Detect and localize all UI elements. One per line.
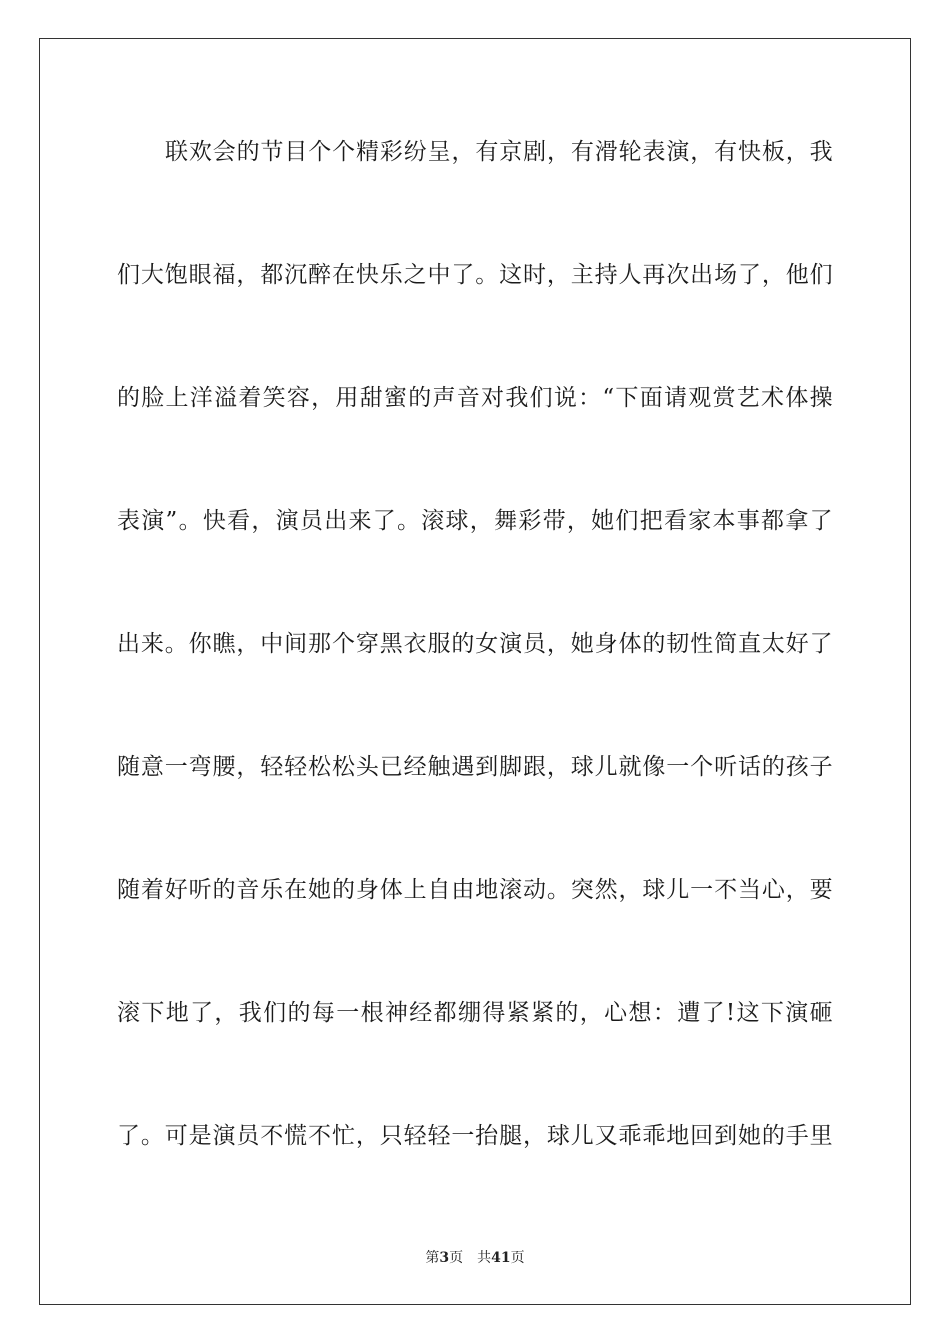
footer-page-prefix: 第: [425, 1250, 440, 1266]
text-line-3: 的脸上洋溢着笑容，用甜蜜的声音对我们说：“下面请观赏艺术体操: [117, 385, 833, 411]
footer-total-suffix: 页: [510, 1250, 525, 1266]
page-border: [39, 38, 911, 1305]
footer-page-number: 3: [439, 1250, 450, 1266]
text-line-7: 随着好听的音乐在她的身体上自由地滚动。突然，球儿一不当心，要: [117, 877, 833, 903]
text-line-4: 表演”。快看，演员出来了。滚球，舞彩带，她们把看家本事都拿了: [117, 508, 833, 534]
text-line-5: 出来。你瞧，中间那个穿黑衣服的女演员，她身体的韧性简直太好了: [117, 631, 833, 657]
text-line-6: 随意一弯腰，轻轻松松头已经触遇到脚跟，球儿就像一个听话的孩子: [117, 754, 833, 780]
footer-total-pages: 41: [491, 1250, 511, 1266]
page-footer: [0, 1247, 950, 1267]
footer-page-suffix: 页: [449, 1250, 464, 1266]
footer-total-prefix: 共: [477, 1250, 492, 1266]
text-line-9: 了。可是演员不慌不忙，只轻轻一抬腿，球儿又乖乖地回到她的手里: [117, 1123, 833, 1149]
text-line-1: 联欢会的节目个个精彩纷呈，有京剧，有滑轮表演，有快板，我: [165, 139, 833, 165]
text-line-8: 滚下地了，我们的每一根神经都绷得紧紧的，心想：遭了!这下演砸: [117, 1000, 833, 1026]
text-line-2: 们大饱眼福，都沉醉在快乐之中了。这时，主持人再次出场了，他们: [117, 262, 833, 288]
